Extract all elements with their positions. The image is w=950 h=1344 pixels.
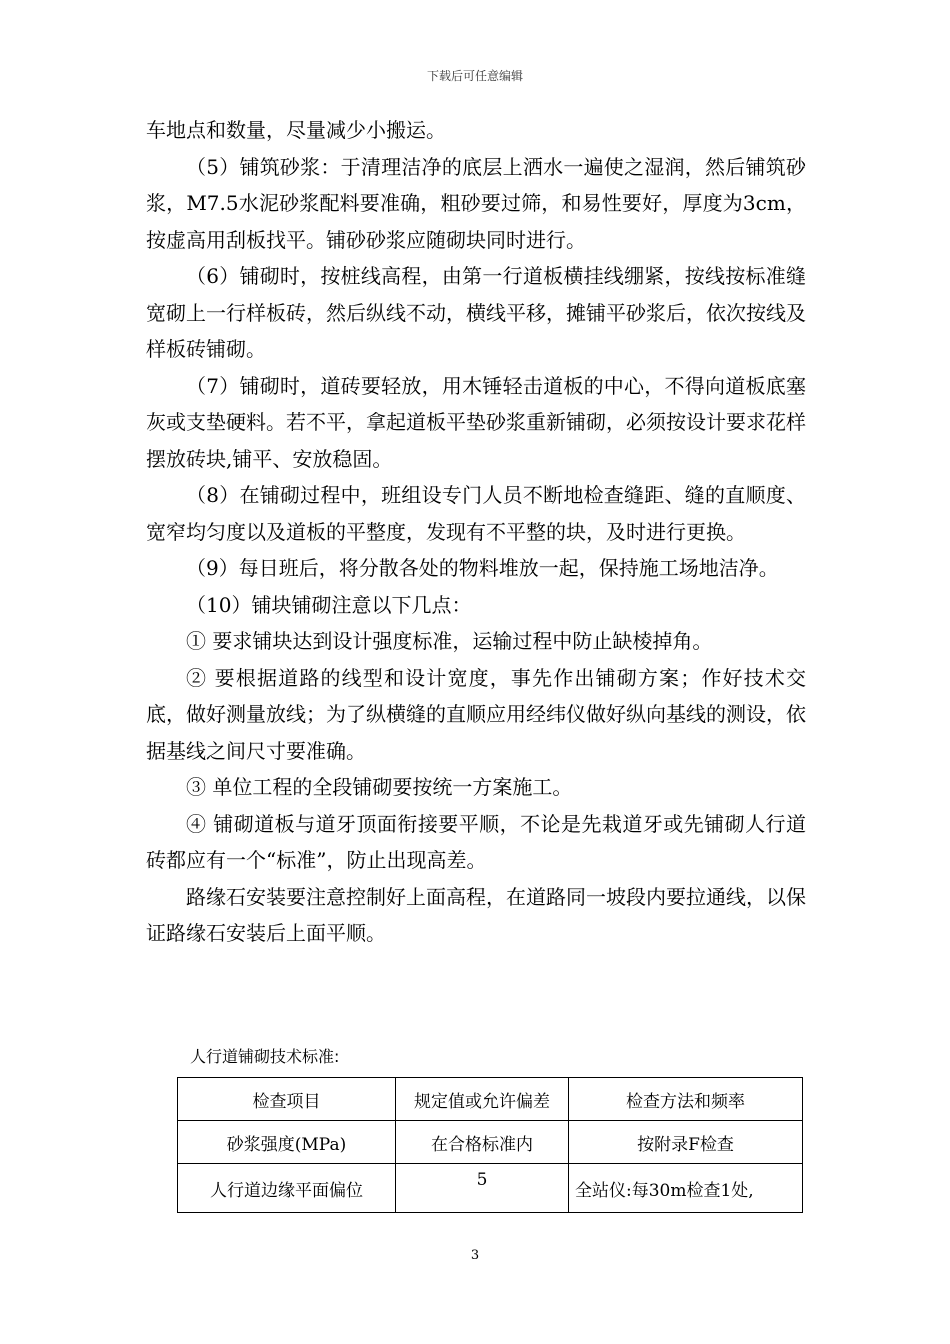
- table-cell: 按附录F检查: [569, 1121, 803, 1164]
- table-cell: 砂浆强度(MPa): [178, 1121, 396, 1164]
- paragraph-7: （10）铺块铺砌注意以下几点：: [186, 592, 472, 617]
- paragraph-9: ② 要根据道路的线型和设计宽度，事先作出铺砌方案；作好技术交底，做好测量放线；为了纵横缝的直顺应用经纬仪做好纵向基线的测设，依据基线之间尺寸要准确。: [146, 665, 806, 763]
- page-header: 下载后可任意编辑: [426, 69, 523, 83]
- table-header-cell: 检查项目: [178, 1078, 396, 1121]
- paragraph-8: ① 要求铺块达到设计强度标准，运输过程中防止缺棱掉角。: [186, 629, 713, 653]
- table-header-row: [178, 1078, 803, 1121]
- paragraph-10: ③ 单位工程的全段铺砌要按统一方案施工。: [186, 775, 573, 799]
- paragraph-12: 路缘石安装要注意控制好上面高程，在道路同一坡段内要拉通线，以保证路缘石安装后上面平顺。: [146, 884, 806, 945]
- table-caption: 人行道铺砌技术标准:: [190, 1047, 340, 1066]
- body-text: [146, 112, 806, 952]
- table-header-cell: 检查方法和频率: [569, 1078, 803, 1121]
- paragraph-4: （7）铺砌时，道砖要轻放，用木锤轻击道板的中心，不得向道板底塞灰或支垫硬料。若不平，拿起道板平垫砂浆重新铺砌，必须按设计要求花样摆放砖块,铺平、安放稳固。: [146, 373, 806, 471]
- standards-table: [177, 1077, 803, 1213]
- table-row: [178, 1164, 803, 1213]
- table-cell: 在合格标准内: [396, 1121, 569, 1164]
- paragraph-5: （8）在铺砌过程中，班组设专门人员不断地检查缝距、缝的直顺度、宽窄均匀度以及道板的平整度，发现有不平整的块，及时进行更换。: [146, 483, 806, 544]
- table-header-cell: 规定值或允许偏差: [396, 1078, 569, 1121]
- paragraph-3: （6）铺砌时，按桩线高程，由第一行道板横挂线绷紧，按线按标准缝宽砌上一行样板砖，然后纵线不动，横线平移，摊铺平砂浆后，依次按线及样板砖铺砌。: [146, 264, 806, 361]
- table-cell: 人行道边缘平面偏位: [178, 1164, 396, 1213]
- table-cell: 5: [396, 1164, 569, 1213]
- paragraph-2: （5）铺筑砂浆：于清理洁净的底层上洒水一遍使之湿润，然后铺筑砂浆，M7.5水泥砂浆配料要准确，粗砂要过筛，和易性要好，厚度为3cm，按虚高用刮板找平。铺砂砂浆应随砌块同时进行。: [146, 154, 806, 252]
- paragraph-6: （9）每日班后，将分散各处的物料堆放一起，保持施工场地洁净。: [186, 556, 779, 580]
- table-row: [178, 1121, 803, 1164]
- paragraph-1: 车地点和数量，尽量减少小搬运。: [146, 118, 446, 142]
- paragraph-11: ④ 铺砌道板与道牙顶面衔接要平顺，不论是先栽道牙或先铺砌人行道砖都应有一个“标准”，防止出现高差。: [146, 811, 806, 872]
- table-cell: 全站仪:每30m检查1处,: [569, 1164, 803, 1213]
- page-number: 3: [470, 1248, 480, 1263]
